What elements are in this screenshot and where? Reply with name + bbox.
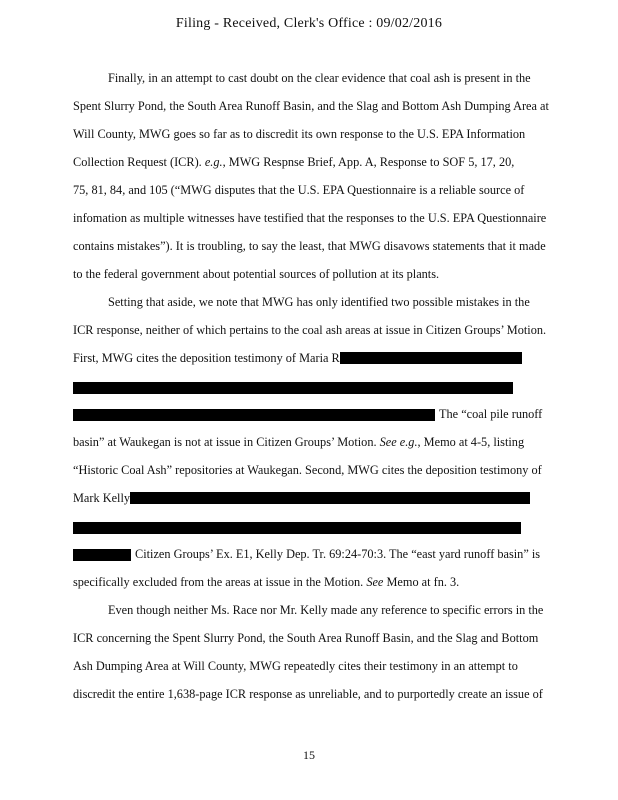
paragraph-line: The “coal pile runoff <box>439 407 543 421</box>
text-run: specifically excluded from the areas at issue in the Motion. <box>73 575 364 589</box>
text-run: Memo at fn. 3. <box>386 575 460 589</box>
redaction-bar <box>73 549 131 561</box>
text-run: basin” at Waukegan is not at issue in Citizen Groups’ Motion. <box>73 435 377 449</box>
paragraph-line: Ash Dumping Area at Will County, MWG repeatedly cites their testimony in an attempt to <box>73 659 518 673</box>
paragraph-line: Spent Slurry Pond, the South Area Runoff Basin, and the Slag and Bottom Ash Dumping Area at <box>73 99 549 113</box>
paragraph-line: Citizen Groups’ Ex. E1, Kelly Dep. Tr. 69:24-70:3. The “east yard runoff basin” is <box>135 547 541 561</box>
filing-stamp-header: Filing - Received, Clerk's Office : 09/02/2016 <box>175 16 443 31</box>
text-run: , MWG Respnse Brief, App. A, Response to SOF 5, 17, 20, <box>222 155 515 169</box>
paragraph-line: Will County, MWG goes so far as to discredit its own response to the U.S. EPA Information <box>73 127 526 141</box>
paragraph-line: discredit the entire 1,638-page ICR response as unreliable, and to purportedly create an issue of <box>73 687 543 701</box>
paragraph-line <box>73 574 573 590</box>
paragraph-line <box>73 490 573 506</box>
text-run: Mark Kelly <box>73 491 131 505</box>
text-run: Collection Request (ICR). <box>73 155 202 169</box>
citation-signal: e.g. <box>204 155 223 169</box>
citation-signal: See <box>366 575 384 589</box>
paragraph-line <box>73 350 573 366</box>
paragraph-line: infomation as multiple witnesses have testified that the responses to the U.S. EPA Questionnaire <box>73 211 547 225</box>
citation-signal: See e.g. <box>379 435 418 449</box>
paragraph-line: Finally, in an attempt to cast doubt on the clear evidence that coal ash is present in the <box>108 71 531 85</box>
paragraph-line: ICR response, neither of which pertains to the coal ash areas at issue in Citizen Groups’ Motion. <box>73 323 547 337</box>
redaction-bar <box>73 409 435 421</box>
paragraph-line: 75, 81, 84, and 105 (“MWG disputes that the U.S. EPA Questionnaire is a reliable source of <box>73 183 525 197</box>
redaction-bar <box>73 382 513 394</box>
redaction-bar <box>130 492 530 504</box>
page-number: 15 <box>303 748 315 762</box>
paragraph-line <box>73 154 573 170</box>
paragraph-line: contains mistakes”). It is troubling, to say the least, that MWG disavows statements that it made <box>73 239 546 253</box>
text-run: First, MWG cites the deposition testimony of Maria R <box>73 351 340 365</box>
text-run: , Memo at 4-5, listing <box>417 435 525 449</box>
paragraph-line: “Historic Coal Ash” repositories at Waukegan. Second, MWG cites the deposition testimony of <box>73 463 542 477</box>
paragraph-line: Even though neither Ms. Race nor Mr. Kelly made any reference to specific errors in the <box>108 603 544 617</box>
paragraph-line: ICR concerning the Spent Slurry Pond, the South Area Runoff Basin, and the Slag and Bottom <box>73 631 539 645</box>
redaction-bar <box>340 352 522 364</box>
paragraph-line: to the federal government about potential sources of pollution at its plants. <box>73 267 440 281</box>
redaction-bar <box>73 522 521 534</box>
paragraph-line <box>73 434 573 450</box>
paragraph-line: Setting that aside, we note that MWG has only identified two possible mistakes in the <box>108 295 530 309</box>
